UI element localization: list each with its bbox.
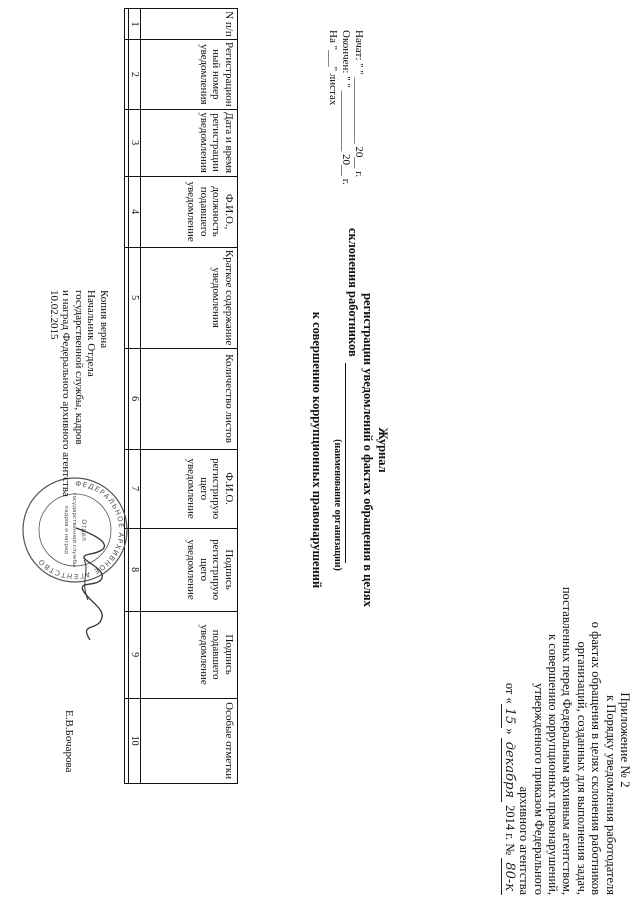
empty-cell — [125, 9, 129, 40]
journal-title: Журнал — [376, 427, 390, 473]
column-number: 4 — [129, 176, 141, 247]
header-cell: Ф.И.О., должность подавшего уведомление — [141, 176, 238, 247]
empty-cell — [125, 611, 129, 698]
appendix-line: архивного агентства — [517, 786, 532, 895]
meta-started: Начат: " " ____________ 20__ г. — [353, 30, 365, 178]
meta-finished: Окончен: " " ___________ 20__ г. — [340, 30, 352, 185]
empty-cell — [125, 109, 129, 176]
date-year: 2014 г. № — [502, 805, 517, 856]
header-cell: Особые отметки — [141, 698, 238, 783]
column-number: 8 — [129, 528, 141, 611]
org-name-blank — [345, 363, 360, 563]
journal-line3: к совершению коррупционных правонарушений — [310, 311, 324, 589]
header-cell: Краткое содержание уведомления — [141, 247, 238, 348]
appendix-line: о фактах обращения в целях склонения работников — [589, 621, 604, 895]
header-cell: Количество листов — [141, 348, 238, 449]
table-number-row — [129, 9, 141, 784]
header-cell: Подпись подавшего уведомление — [141, 611, 238, 698]
empty-cell — [125, 348, 129, 449]
copy-line: и наград Федерального архивного агентства — [60, 290, 73, 497]
date-month: декабря — [501, 738, 517, 802]
column-number: 7 — [129, 449, 141, 528]
date-day: 15 — [501, 704, 517, 729]
journal-line2: склонения работников — [346, 228, 360, 357]
copy-line: государственной службы, кадров — [73, 290, 85, 445]
column-number: 6 — [129, 348, 141, 449]
date-prefix: от « — [502, 682, 517, 704]
appendix-block — [501, 505, 632, 895]
handwritten-signature — [60, 520, 120, 650]
copy-line: Начальник Отдела — [85, 290, 98, 377]
column-number: 5 — [129, 247, 141, 348]
stamp-center-text: государственной службы — [71, 492, 77, 568]
copy-line: Копия верна — [98, 290, 110, 349]
column-number: 1 — [129, 9, 141, 40]
stamp-center-text: кадров и наград — [63, 505, 69, 555]
table-header-row — [141, 9, 238, 784]
stamp-center-text: Отдел — [80, 519, 88, 541]
header-cell: Дата и время регистрации уведомления — [141, 109, 238, 176]
order-number: 80-к — [501, 858, 517, 895]
appendix-date-line — [501, 505, 516, 895]
header-cell: Подпись регистрирую щего уведомление — [141, 528, 238, 611]
copy-date: 10.02.2015 — [48, 290, 60, 340]
column-number: 9 — [129, 611, 141, 698]
org-caption: (наименование организации) — [332, 439, 343, 571]
date-mid: » — [502, 728, 517, 738]
appendix-line: поставленных перед Федеральным архивным агентством, — [560, 586, 575, 895]
appendix-line: утвержденного приказом Федерального — [531, 683, 546, 895]
journal-meta — [326, 30, 365, 185]
column-number: 2 — [129, 40, 141, 110]
appendix-line: организаций, созданных для выполнения задач, — [574, 641, 589, 895]
table-empty-row — [125, 9, 129, 784]
stamp-ring-text: ФЕДЕРАЛЬНОЕ АРХИВНОЕ АГЕНТСТВО — [36, 479, 126, 581]
column-number: 10 — [129, 698, 141, 783]
empty-cell — [125, 40, 129, 110]
copy-certification — [48, 290, 111, 497]
appendix-line: к Порядку уведомления работодателя — [603, 695, 618, 895]
header-cell: Ф.И.О. регистрирую щего уведомление — [141, 449, 238, 528]
appendix-line: к совершению коррупционных правонарушений, — [545, 634, 560, 895]
meta-sheets: На "___" листах — [327, 30, 339, 106]
empty-cell — [125, 698, 129, 783]
header-cell: N п/п — [141, 9, 238, 40]
journal-heading — [309, 200, 390, 700]
signer-name: Е.В.Бочарова — [63, 710, 75, 773]
header-cell: Регистрацион ный номер уведомления — [141, 40, 238, 110]
journal-line1: регистрации уведомлений о фактах обращения в целях — [361, 293, 375, 607]
empty-cell — [125, 176, 129, 247]
appendix-title: Приложение № 2 — [618, 692, 633, 788]
column-number: 3 — [129, 109, 141, 176]
journal-table — [124, 8, 238, 784]
empty-cell — [125, 247, 129, 348]
